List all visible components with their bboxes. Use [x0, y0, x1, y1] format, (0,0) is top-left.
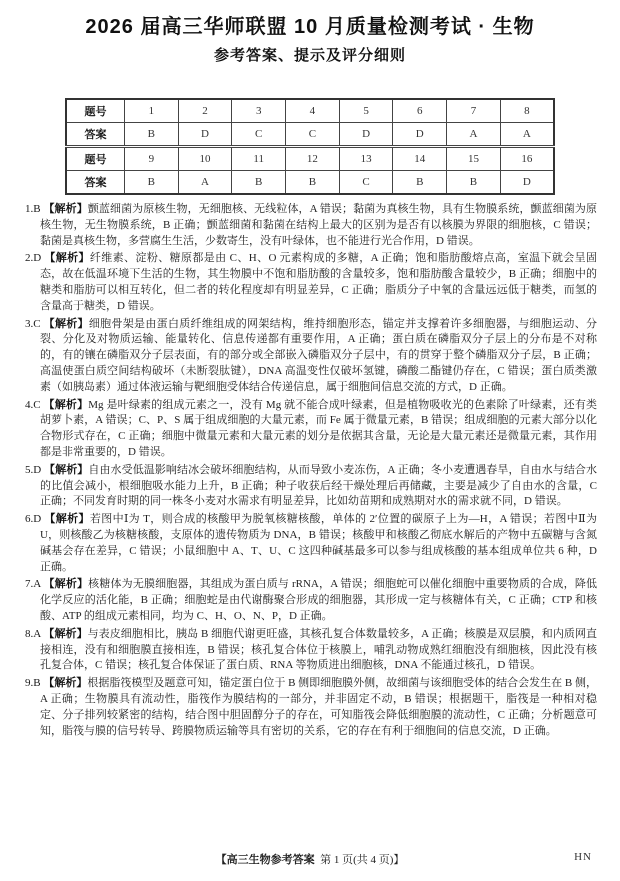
answer-table-cell: C: [286, 123, 340, 147]
explanation-text: Mg 是叶绿素的组成元素之一，没有 Mg 就不能合成叶绿素，但是植物吸收光的色素除了叶绿素，还有类胡萝卜素，A 错误；C、P、S 属于组成细胞的大量元素，而 Fe 属于微量元素，B 错误；组成细胞的元素大部分以化合物形式存在，C 正确；细胞中微量元素和大量元素的划分是依据其含量，无论是大量元素还是微量元素，其作用都是非常重要的，D 错误。: [40, 398, 598, 458]
explanation-text: 细胞骨架是由蛋白质纤维组成的网架结构，维持细胞形态，锚定并支撑着许多细胞器，与细胞运动、分裂、分化及对物质运输、能量转化、信息传递都有重要作用，A 正确；蛋白质在磷脂双分子层上的分布是不对称的，有的镶在磷脂双分子层表面，有的部分或全部嵌入磷脂双分子层中，有的贯穿于整个磷脂双分子层，B 正确；高温使蛋白质空间结构破坏（未断裂肽键），DNA 高温变性仅破坏氢键，磷酸二酯键仍存在，C 错误；蛋白质类激素（如胰岛素）通过体液运输与靶细胞受体结合传递信息，属于细胞间信息交流的方式，D 正确。: [40, 317, 598, 393]
explanation-item-2: [25, 251, 597, 314]
answer-table-cell: B: [393, 171, 447, 195]
page-footer: [0, 851, 620, 867]
analysis-label: 【解析】: [43, 677, 88, 690]
answer-table-cell: 4: [286, 99, 340, 123]
question-answer-head: 1.B: [25, 203, 41, 215]
answer-table-cell: A: [500, 123, 554, 147]
explanations-section: [25, 202, 597, 739]
answer-table-cell: 8: [500, 99, 554, 123]
answer-table-cell: C: [339, 171, 393, 195]
answer-table-cell: C: [232, 123, 286, 147]
answer-table-cell: 11: [232, 147, 286, 171]
question-answer-head: 9.B: [25, 677, 41, 690]
table-row: [66, 171, 554, 195]
answer-table-cell: D: [178, 123, 232, 147]
explanation-item-8: [25, 627, 597, 674]
analysis-label: 【解析】: [44, 252, 90, 265]
explanation-item-9: [25, 676, 597, 739]
answer-table-cell: B: [125, 171, 179, 195]
table-row: [66, 147, 554, 171]
answer-table-cell: A: [447, 123, 501, 147]
explanation-text: 核糖体为无膜细胞器，其组成为蛋白质与 rRNA，A 错误；细胞蛇可以催化细胞中重要物质的合成，降低化学反应的活化能，B 正确；细胞蛇是由代谢酶聚合形成的细胞器，其形成一定与核糖体有关，C 正确；CTP 和核酸、ATP 的组成元素相同，均为 C、H、O、N、P，D 正确。: [40, 578, 598, 622]
explanation-text: 根据脂筏模型及题意可知，锚定蛋白位于 B 侧即细胞膜外侧，故细菌与该细胞受体的结合会发生在 B 侧，A 正确；生物膜具有流动性，脂筏作为膜结构的一部分，并非固定不动，B 错误；根据题干，脂筏是一种相对稳定、分子排列较紧密的结构，结合图中胆固醇分子的存在，可知脂筏会降低细胞膜的流动性，C 正确；分析题意可知，脂筏与膜的信号转导、跨膜物质运输等具有密切的关系，它的存在有利于细胞间的信息交流，D 正确。: [40, 677, 598, 737]
analysis-label: 【解析】: [43, 317, 89, 330]
explanation-text: 若图中Ⅰ为 T，则合成的核酸甲为脱氧核糖核酸，单体的 2′位置的碳原子上为—H，A 错误；若图中Ⅱ为 U，则核酸乙为核糖核酸，支原体的遗传物质为 DNA，B 错误；核酸甲和核酸乙彻底水解后的产物中五碳糖与含氮碱基会存在差异，C 错误；小鼠细胞中 A、T、U、C 这四种碱基最多可以参与组成核酸的基本组成单位共 6 种，D 正确。: [40, 513, 597, 573]
analysis-label: 【解析】: [44, 513, 90, 526]
answer-table-cell: B: [232, 171, 286, 195]
footer-page-info: [216, 854, 405, 866]
answer-table-cell: B: [125, 123, 179, 147]
answer-table-cell: 14: [393, 147, 447, 171]
footer-title: 【高三生物参考答案: [215, 854, 315, 866]
page-subtitle: 参考答案、提示及评分细则: [213, 47, 406, 64]
answer-table-row-label: 题号: [66, 147, 125, 171]
page-title: 2026 届高三华师联盟 10 月质量检测考试 · 生物: [85, 16, 535, 38]
analysis-label: 【解析】: [43, 578, 89, 591]
answer-table-cell: D: [339, 123, 393, 147]
analysis-label: 【解析】: [43, 398, 89, 411]
answer-table-row-label: 答案: [66, 123, 125, 147]
footer-region-code: HN: [574, 851, 592, 863]
question-answer-head: 3.C: [25, 317, 41, 330]
explanation-item-5: [25, 463, 597, 510]
question-answer-head: 6.D: [25, 513, 42, 526]
question-answer-head: 8.A: [25, 627, 41, 640]
answer-table-row-label: 答案: [66, 171, 125, 195]
explanation-item-7: [25, 577, 597, 624]
answer-table-cell: D: [500, 171, 554, 195]
explanation-text: 颤蓝细菌为原核生物，无细胞核、无线粒体，A 错误；黏菌为真核生物，具有生物膜系统，颤蓝细菌为原核生物，无生物膜系统，B 正确；颤蓝细菌和黏菌在结构上最大的区别为是否有以核膜为界限的细胞核，C 错误；黏菌是真核生物，多营腐生生活，少数寄生，没有叶绿体，也不能进行光合作用，D 错误。: [40, 203, 598, 247]
answer-table-cell: 15: [447, 147, 501, 171]
explanation-text: 自由水受低温影响结冰会破坏细胞结构，从而导致小麦冻伤，A 正确；冬小麦遭遇春旱，自由水与结合水的比值会减小，根细胞吸水能力上升，B 正确；种子收获后经干燥处理后再储藏，主要是减少了自由水的含量，C 正确；不同发育时期的同一株冬小麦对水需求有明显差异，比如幼苗期和成熟期对水的需求就不同，D 错误。: [40, 463, 598, 508]
answer-table-cell: B: [286, 171, 340, 195]
answer-table-cell: 7: [447, 99, 501, 123]
answer-table-cell: D: [393, 123, 447, 147]
answer-table-cell: 5: [339, 99, 393, 123]
answer-table-cell: 16: [500, 147, 554, 171]
answer-table-cell: B: [447, 171, 501, 195]
answer-table-cell: 3: [232, 99, 286, 123]
table-row: [66, 123, 554, 147]
answer-table-cell: 2: [178, 99, 232, 123]
explanation-text: 与表皮细胞相比，胰岛 B 细胞代谢更旺盛，其核孔复合体数量较多，A 正确；核膜是双层膜，和内质网直接相连，没有和细胞膜直接相连，B 错误；核孔复合体位于核膜上，哺乳动物成熟红细胞没有细胞核，因此没有核孔复合体，C 错误；核孔复合体保证了蛋白质、RNA 等物质进出细胞核，DNA 不能通过核孔，D 错误。: [40, 627, 598, 672]
answer-table-cell: 6: [393, 99, 447, 123]
explanation-text: 纤维素、淀粉、糖原都是由 C、H、O 元素构成的多糖，A 正确；饱和脂肪酸熔点高，室温下就会呈固态，故在低温环境下生活的生物，其生物膜中不饱和脂肪酸的含量较多，饱和脂肪酸含量较少，B 正确；细胞中的糖类和脂肪可以相互转化，但二者的转化程度却有明显差异，C 正确；脂质分子中氧的含量远远低于糖类，而氢的含量高于糖类，D 错误。: [40, 252, 598, 312]
page-header: [0, 0, 620, 65]
explanation-item-1: [25, 202, 597, 249]
answer-table-cell: 13: [339, 147, 393, 171]
analysis-label: 【解析】: [43, 627, 88, 640]
explanation-item-4: [25, 398, 597, 461]
answer-table-cell: A: [178, 171, 232, 195]
explanation-item-6: [25, 512, 597, 575]
footer-page-number: 第 1 页(共 4 页)】: [320, 854, 405, 866]
answer-table-cell: 12: [286, 147, 340, 171]
answer-table-cell: 1: [125, 99, 179, 123]
question-answer-head: 5.D: [25, 463, 42, 476]
answer-table-cell: 9: [125, 147, 179, 171]
table-row: [66, 99, 554, 123]
answer-table-cell: 10: [178, 147, 232, 171]
explanation-item-3: [25, 317, 597, 396]
question-answer-head: 2.D: [25, 252, 42, 265]
analysis-label: 【解析】: [43, 203, 88, 215]
answer-table-row-label: 题号: [66, 99, 125, 123]
analysis-label: 【解析】: [44, 463, 89, 476]
question-answer-head: 4.C: [25, 398, 41, 411]
question-answer-head: 7.A: [25, 578, 41, 591]
answer-table: [65, 98, 555, 195]
